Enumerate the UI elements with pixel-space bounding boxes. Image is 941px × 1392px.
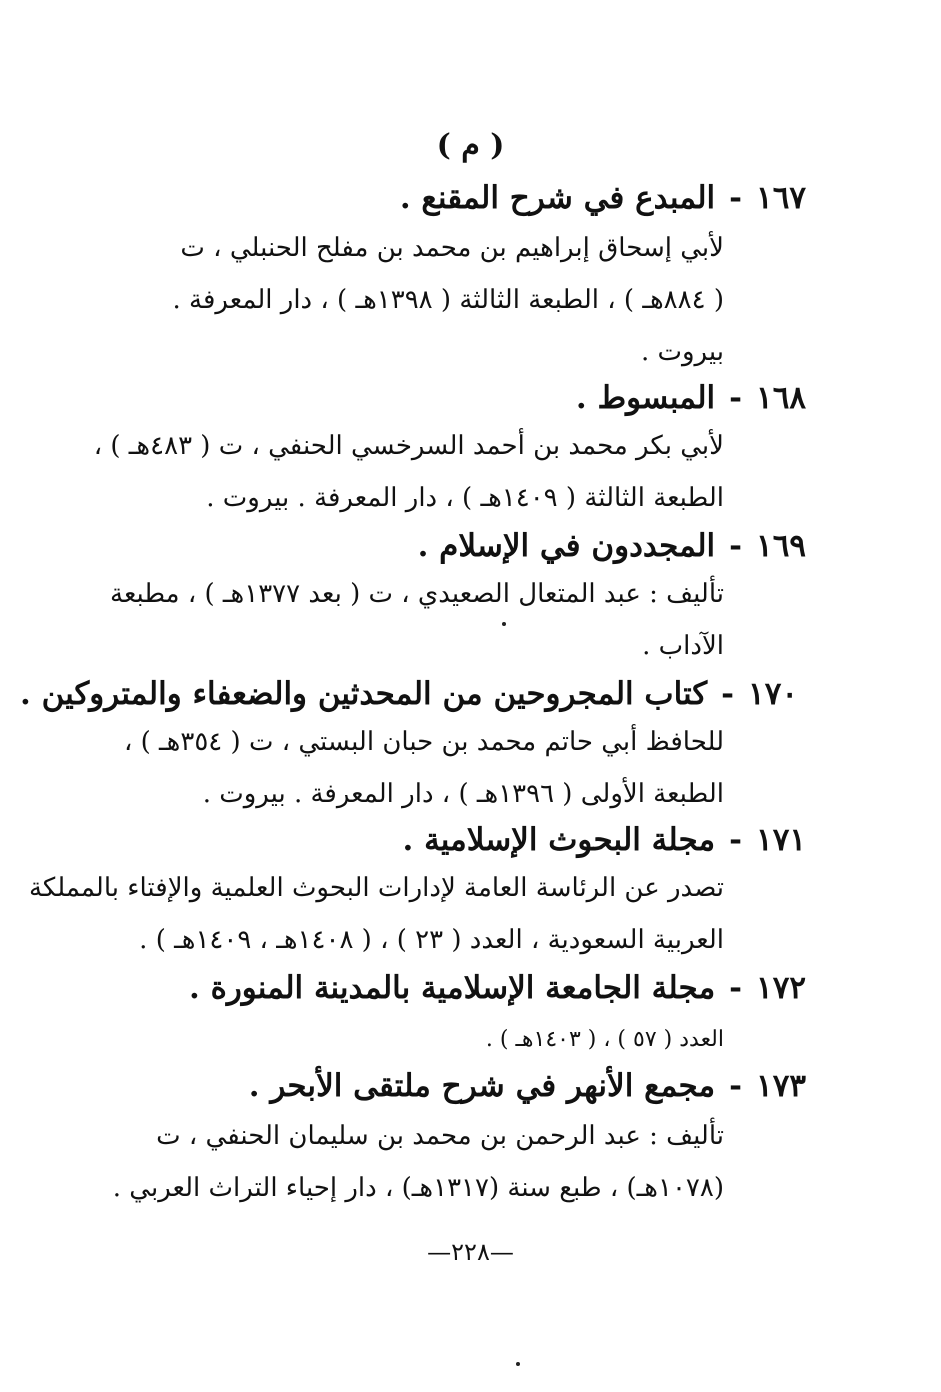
description-line: تصدر عن الرئاسة العامة لإدارات البحوث العلمية والإفتاء بالمملكة: [28, 873, 724, 903]
ink-speck: [516, 1362, 520, 1366]
description-line: تأليف : عبد المتعال الصعيدي ، ت ( بعد ١٣٧٧هـ ) ، مطبعة: [110, 579, 724, 609]
description-line: لأبي إسحاق إبراهيم بن محمد بن مفلح الحنبلي ، ت: [180, 233, 724, 263]
entry-169-title: ١٦٩-المجددون في الإسلام .: [60, 524, 806, 568]
entry-title-text: مجلة البحوث الإسلامية .: [402, 822, 716, 858]
entry-title-text: المجددون في الإسلام .: [417, 528, 716, 564]
entry-173-description: [106, 1110, 724, 1214]
entry-171-description: [28, 862, 724, 966]
entry-title-text: مجمع الأنهر في شرح ملتقى الأبحر .: [248, 1068, 716, 1104]
entry-number: ١٦٧: [756, 180, 806, 216]
ink-speck: [502, 622, 506, 626]
entry-number: ١٧١: [756, 822, 806, 858]
entry-number: ١٦٨: [756, 380, 806, 416]
entry-167-title: ١٦٧-المبدع في شرح المقنع .: [60, 176, 806, 220]
entry-170-title: ١٧٠-كتاب المجروحين من المحدثين والضعفاء والمتروكين .: [60, 672, 798, 716]
description-line: لأبي بكر محمد بن أحمد السرخسي الحنفي ، ت ( ٤٨٣هـ ) ،: [93, 431, 724, 461]
entry-title-text: المبسوط .: [575, 380, 716, 416]
entry-title-text: مجلة الجامعة الإسلامية بالمدينة المنورة .: [189, 970, 716, 1006]
description-line: (١٠٧٨هـ) ، طبع سنة (١٣١٧هـ) ، دار إحياء التراث العربي .: [112, 1173, 724, 1203]
description-line: ( ٨٨٤هـ ) ، الطبعة الثالثة ( ١٣٩٨هـ ) ، دار المعرفة .: [172, 285, 724, 315]
entry-171-title: ١٧١-مجلة البحوث الإسلامية .: [60, 818, 806, 862]
entry-168-title: ١٦٨-المبسوط .: [60, 376, 806, 420]
page-number: —٢٢٨—: [427, 1238, 514, 1266]
entry-169-description: [106, 568, 724, 672]
description-line: العربية السعودية ، العدد ( ٢٣ ) ، ( ١٤٠٨هـ ، ١٤٠٩هـ ) .: [139, 925, 724, 955]
entry-number: ١٦٩: [756, 528, 806, 564]
entry-172-title: ١٧٢-مجلة الجامعة الإسلامية بالمدينة المنورة .: [60, 966, 806, 1010]
description-line: الآداب .: [642, 631, 724, 661]
entry-173-title: ١٧٣-مجمع الأنهر في شرح ملتقى الأبحر .: [60, 1064, 806, 1108]
entry-title-text: المبدع في شرح المقنع .: [399, 180, 716, 216]
description-line: بيروت .: [641, 337, 724, 367]
description-line: تأليف : عبد الرحمن بن محمد بن سليمان الحنفي ، ت: [156, 1121, 724, 1151]
entry-number: ١٧٠: [748, 676, 798, 712]
section-letter: ( م ): [436, 128, 505, 163]
entry-170-description: [106, 716, 724, 820]
entry-168-description: [93, 420, 724, 524]
entry-167-description: [106, 222, 724, 378]
description-line: الطبعة الأولى ( ١٣٩٦هـ ) ، دار المعرفة . بيروت .: [202, 779, 724, 809]
description-line: للحافظ أبي حاتم محمد بن حبان البستي ، ت ( ٣٥٤هـ ) ،: [123, 727, 724, 757]
entry-number: ١٧٢: [756, 970, 806, 1006]
entry-title-text: كتاب المجروحين من المحدثين والضعفاء والمتروكين .: [19, 676, 708, 712]
description-line: العدد ( ٥٧ ) ، ( ١٤٠٣هـ ) .: [485, 1027, 724, 1052]
description-line: الطبعة الثالثة ( ١٤٠٩هـ ) ، دار المعرفة . بيروت .: [206, 483, 724, 513]
entry-172-description: [106, 1014, 724, 1066]
entry-number: ١٧٣: [756, 1068, 806, 1104]
